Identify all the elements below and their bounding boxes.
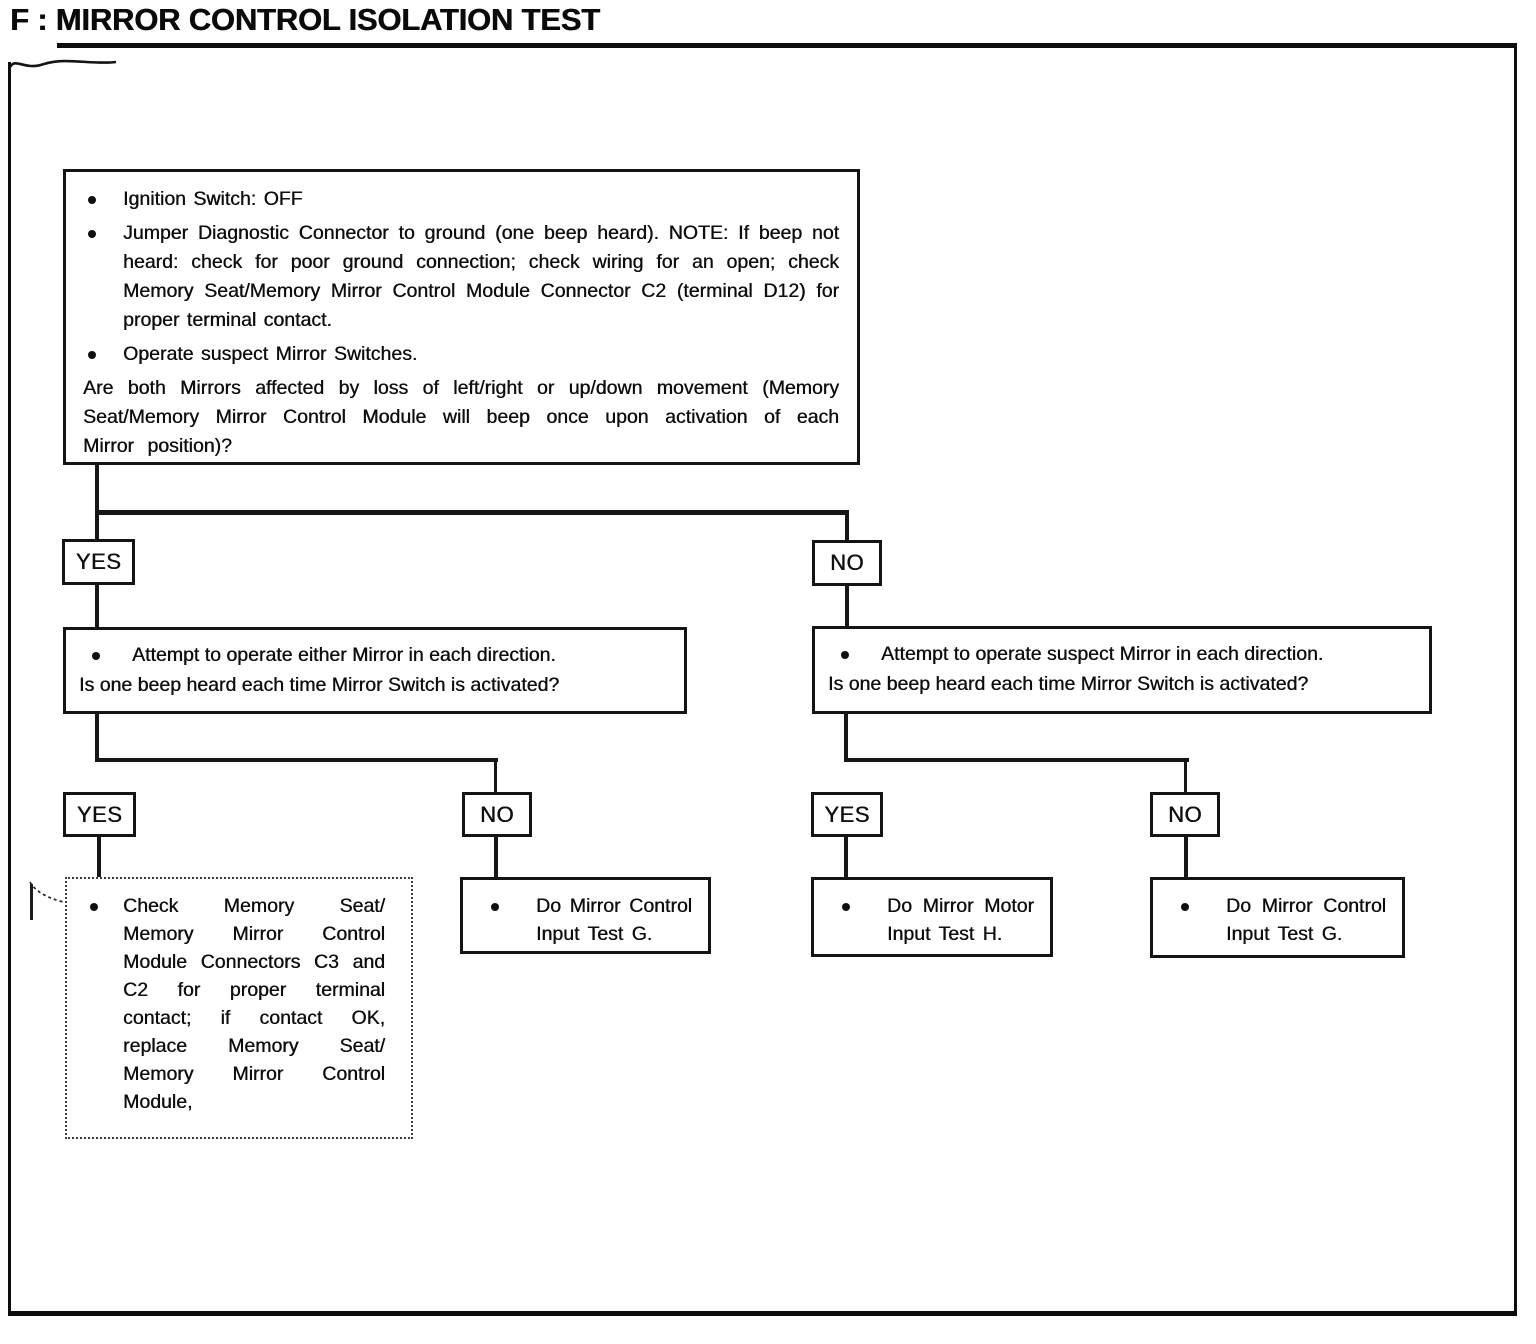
start-bullet-1: Ignition Switch: OFF — [123, 188, 303, 210]
bullet-item — [79, 641, 668, 670]
no-label-left: NO — [462, 792, 532, 837]
outcome-replace-module-text: Check Memory Seat/ Memory Mirror Control Module Connectors C3 and C2 for proper terminal contact; if contact OK, replace Memory Seat/ Memory Mirror Control Module, — [123, 895, 385, 1113]
outcome-box-replace-module — [65, 877, 413, 1139]
question-box-no-branch — [812, 626, 1432, 714]
bullet-item — [1167, 892, 1386, 948]
page-border-right — [1514, 44, 1517, 1314]
connector-line — [95, 713, 99, 761]
outcome-box-control-test-g-left — [460, 877, 711, 954]
no-branch-question: Is one beep heard each time Mirror Switch is activated? — [828, 673, 1309, 695]
start-question: Are both Mirrors affected by loss of left/right or up/down movement (Memory Seat/Memory Mirror Control Module will beep once upon activation of each Mirror position)? — [83, 377, 839, 457]
bullet-icon — [81, 892, 123, 911]
connector-line — [95, 464, 99, 539]
connector-line — [1184, 836, 1188, 878]
scan-artifact-top-left — [8, 54, 120, 76]
bullet-item — [81, 340, 839, 369]
title-underline — [57, 43, 1517, 48]
bullet-icon — [828, 892, 887, 911]
bullet-item — [81, 219, 839, 335]
connector-line — [97, 836, 101, 878]
page-title: F : MIRROR CONTROL ISOLATION TEST — [10, 2, 600, 37]
yes-label-right: YES — [811, 792, 883, 837]
no-label-right: NO — [1150, 792, 1220, 837]
bullet-item — [828, 892, 1034, 948]
connector-line — [1184, 758, 1187, 793]
connector-line — [845, 510, 849, 540]
connector-line — [95, 510, 849, 515]
outcome-motor-test-h-text: Do Mirror Motor Input Test H. — [887, 895, 1034, 945]
page-border-left — [8, 62, 11, 1314]
start-bullet-2: Jumper Diagnostic Connector to ground (one beep heard). NOTE: If beep not heard: check for poor ground connection; check wiring for an open; check Memory Seat/Memory Mirror Control Module Connector C2 (terminal D12) for proper terminal contact. — [123, 222, 839, 331]
bullet-icon — [1167, 892, 1226, 911]
bullet-icon — [79, 641, 132, 660]
bullet-item — [81, 185, 839, 214]
start-condition-box — [63, 169, 860, 465]
connector-line — [844, 758, 1189, 762]
yes-branch-question: Is one beep heard each time Mirror Switch is activated? — [79, 674, 560, 696]
outcome-box-motor-test-h — [811, 877, 1053, 957]
connector-line — [494, 836, 498, 878]
bullet-item — [828, 640, 1413, 669]
connector-line — [844, 713, 848, 761]
question-box-yes-branch — [63, 627, 687, 714]
bullet-icon — [477, 892, 536, 911]
no-branch-bullet: Attempt to operate suspect Mirror in each direction. — [881, 643, 1324, 665]
connector-line — [95, 758, 498, 762]
yes-label-left: YES — [63, 792, 136, 837]
start-bullet-3: Operate suspect Mirror Switches. — [123, 343, 418, 365]
bullet-icon — [828, 640, 881, 659]
connector-line — [95, 584, 99, 628]
bullet-icon — [81, 185, 123, 204]
connector-line — [494, 758, 497, 793]
yes-label-root: YES — [62, 539, 135, 585]
bullet-icon — [81, 219, 123, 238]
bullet-item — [81, 892, 385, 1116]
yes-branch-bullet: Attempt to operate either Mirror in each direction. — [132, 644, 556, 666]
outcome-control-test-g-right-text: Do Mirror Control Input Test G. — [1226, 895, 1386, 945]
bullet-item — [477, 892, 692, 948]
no-label-root: NO — [812, 540, 882, 586]
page-border-bottom — [8, 1311, 1517, 1316]
bullet-icon — [81, 340, 123, 359]
connector-line — [845, 585, 849, 627]
connector-line — [844, 836, 848, 878]
outcome-control-test-g-left-text: Do Mirror Control Input Test G. — [536, 895, 692, 945]
outcome-box-control-test-g-right — [1150, 877, 1405, 958]
